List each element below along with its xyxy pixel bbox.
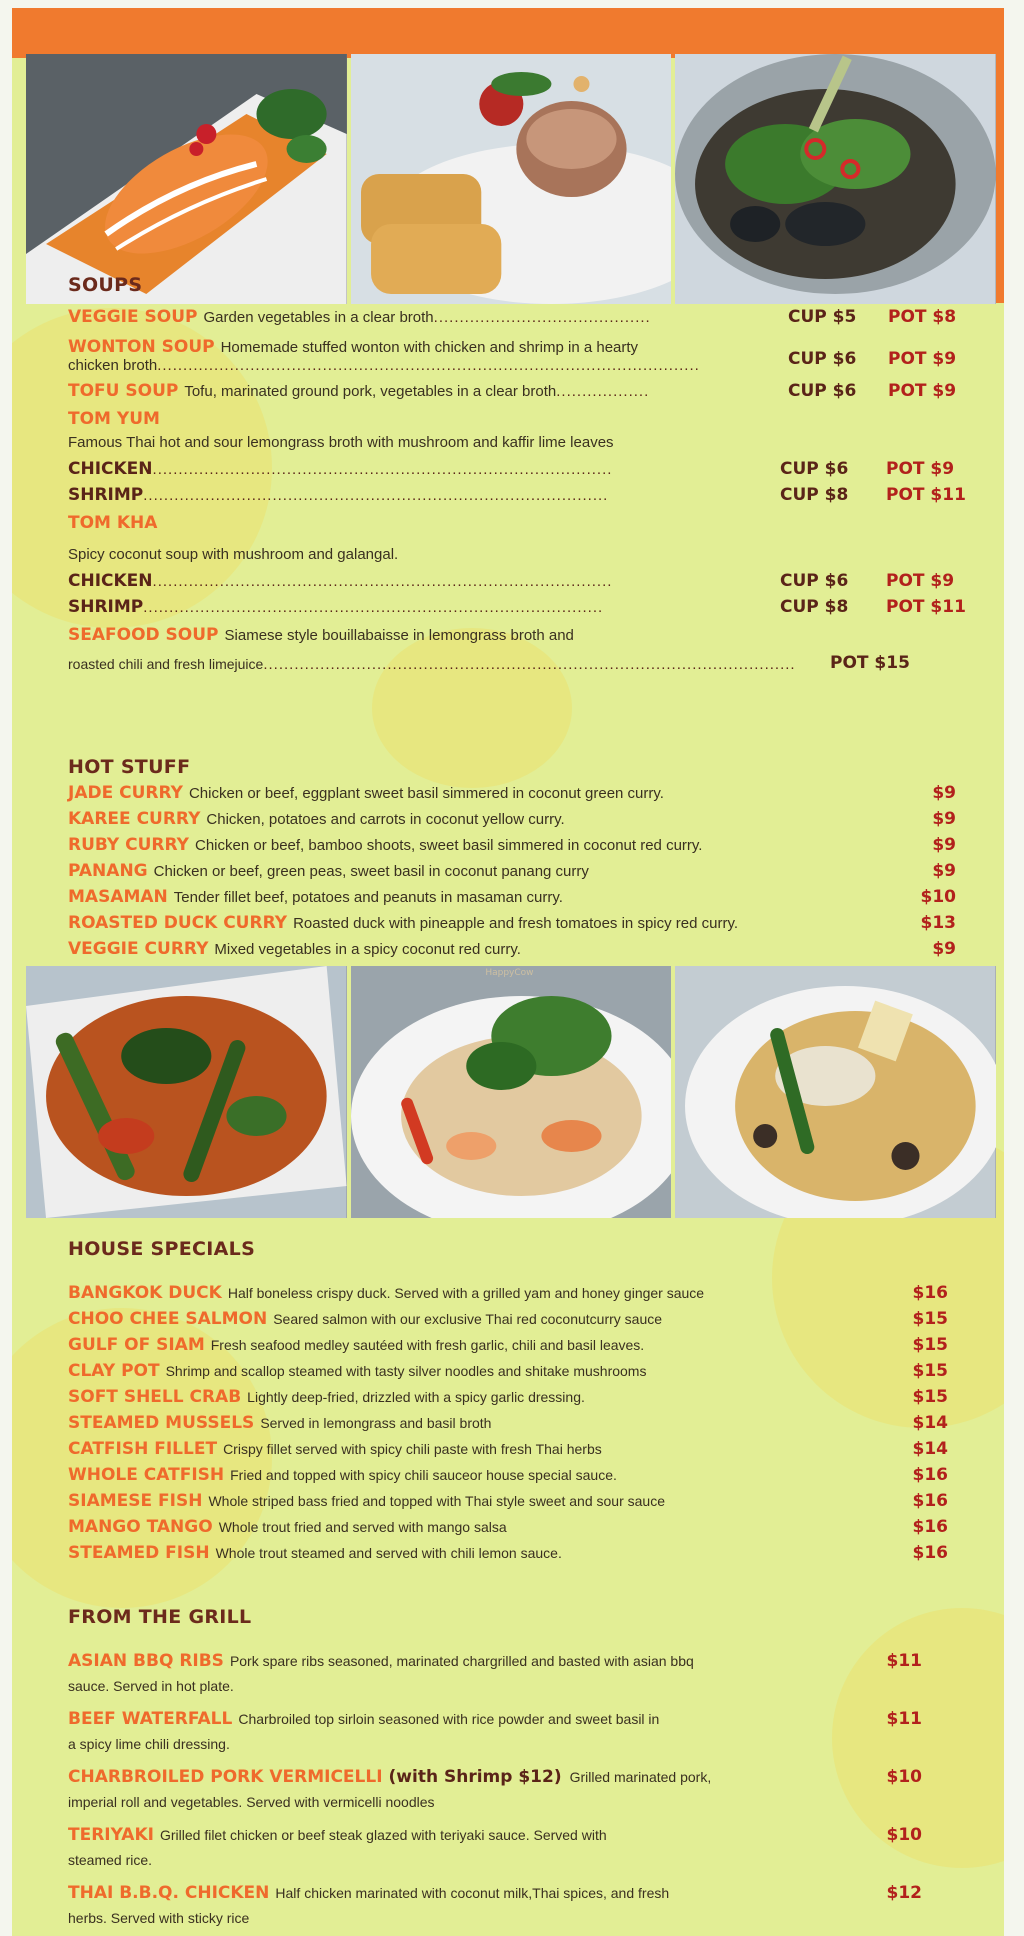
menu-item [68,1824,978,1882]
item-price: $11 [886,1651,922,1671]
item-price: $9 [932,939,956,959]
menu-item [68,938,978,964]
item-name: TOM YUM [68,409,160,429]
item-description: Pork spare ribs seasoned, marinated chargrilled and basted with asian bbq [229,1653,694,1669]
house-specials-section [68,1238,978,1568]
item-name: TOFU SOUP [68,381,179,401]
item-description: Shrimp and scallop steamed with tasty silver noodles and shitake mushrooms [165,1363,647,1379]
item-name: JADE CURRY [68,783,183,803]
item-description: Tender fillet beef, potatoes and peanuts in masaman curry. [173,889,563,906]
menu-item [68,1542,978,1568]
item-description-cont: roasted chili and fresh limejuice [68,656,264,672]
item-price: $14 [912,1439,948,1459]
item-description: Roasted duck with pineapple and fresh tomatoes in spicy red curry. [293,915,739,932]
cup-price: CUP $6 [788,349,857,369]
item-description: Fried and topped with spicy chili sauceor house special sauce. [230,1467,617,1483]
item-description: Half chicken marinated with coconut milk,Thai spices, and fresh [275,1885,670,1901]
pot-price: POT $15 [830,653,910,673]
menu-item [68,1308,978,1334]
watermark-text: HappyCow [485,968,534,978]
item-name: WONTON SOUP [68,337,215,357]
item-name: KAREE CURRY [68,809,201,829]
tom-kha-chicken-row: CHICKEN......................................................................................... CUP $6 POT $9 [68,571,955,591]
tom-yum-chicken-row: CHICKEN......................................................................................... CUP $6 POT $9 [68,459,955,479]
pot-price: POT $11 [886,485,966,505]
item-name: BEEF WATERFALL [68,1709,233,1729]
item-name: CHARBROILED PORK VERMICELLI [68,1767,383,1787]
item-price: $13 [920,913,956,933]
menu-page [12,8,1004,1936]
menu-item-wonton-soup: WONTON SOUP Homemade stuffed wonton with chicken and shrimp in a hearty chicken broth......................................................................................................... CUP $6 POT $9 [68,337,957,374]
middle-photo-strip [26,966,996,1218]
item-description: Grilled filet chicken or beef steak glazed with teriyaki sauce. Served with [159,1827,607,1843]
item-price: $10 [920,887,956,907]
item-name: STEAMED MUSSELS [68,1413,255,1433]
menu-item [68,860,978,886]
crispy-noodle-photo [675,966,996,1218]
item-name: PANANG [68,861,148,881]
cup-price: CUP $6 [780,571,849,591]
item-name: TOM KHA [68,513,158,533]
salmon-curry-photo [26,54,347,304]
menu-item [68,1412,978,1438]
item-extra-price: (with Shrimp $12) [388,1767,562,1787]
item-description-cont: steamed rice. [68,1852,153,1868]
grill-section [68,1606,978,1936]
item-description-cont: chicken broth [68,357,158,374]
item-price: $14 [912,1413,948,1433]
item-price: $12 [886,1883,922,1903]
cup-price: CUP $5 [788,307,857,327]
top-photo-strip [26,54,996,304]
item-name: GULF OF SIAM [68,1335,205,1355]
mussel-soup-pot-photo [675,54,996,304]
menu-item [68,1882,978,1936]
tom-yum-description: Famous Thai hot and sour lemongrass broth with mushroom and kaffir lime leaves [68,434,614,451]
item-description: Fresh seafood medley sautéed with fresh garlic, chili and basil leaves. [210,1337,645,1353]
menu-item [68,1516,978,1542]
item-price: $16 [912,1465,948,1485]
item-name: CATFISH FILLET [68,1439,218,1459]
item-description-cont: a spicy lime chili dressing. [68,1736,230,1752]
item-price: $16 [912,1517,948,1537]
item-description: Mixed vegetables in a spicy coconut red curry. [214,941,521,958]
item-price: $10 [886,1825,922,1845]
item-price: $16 [912,1543,948,1563]
cup-price: CUP $8 [780,597,849,617]
item-name: MANGO TANGO [68,1517,213,1537]
item-description: Crispy fillet served with spicy chili paste with fresh Thai herbs [223,1441,602,1457]
cup-price: CUP $6 [780,459,849,479]
item-description: Chicken or beef, bamboo shoots, sweet basil simmered in coconut red curry. [195,837,703,854]
item-price: $9 [932,783,956,803]
menu-item [68,1490,978,1516]
menu-item [68,1386,978,1412]
menu-item [68,1334,978,1360]
item-description-cont: sauce. Served in hot plate. [68,1678,234,1694]
menu-item [68,1438,978,1464]
menu-item [68,1282,978,1308]
item-name: RUBY CURRY [68,835,189,855]
item-description: Whole trout steamed and served with chili lemon sauce. [215,1545,562,1561]
item-name: CLAY POT [68,1361,160,1381]
item-description: Seared salmon with our exclusive Thai red coconutcurry sauce [273,1311,663,1327]
item-price: $10 [886,1767,922,1787]
item-price: $9 [932,809,956,829]
hot-stuff-heading: HOT STUFF [68,756,191,778]
item-name: VEGGIE CURRY [68,939,209,959]
menu-item-seafood-soup: SEAFOOD SOUP Siamese style bouillabaisse in lemongrass broth and roasted chili and fresh limejuice....................................................................................................... POT $15 [68,625,910,673]
pot-price: POT $9 [888,381,957,401]
menu-item [68,912,978,938]
menu-item [68,1360,978,1386]
item-description: Grilled marinated pork, [569,1769,712,1785]
pot-price: POT $9 [888,349,957,369]
menu-item [68,782,978,808]
soups-section [68,274,978,674]
cup-price: CUP $8 [780,485,849,505]
item-price: $16 [912,1283,948,1303]
item-name: BANGKOK DUCK [68,1283,222,1303]
tom-kha-shrimp-row: SHRIMP......................................................................................... CUP $8 POT $11 [68,597,966,617]
tom-yum-shrimp-row: SHRIMP.......................................................................................... CUP $8 POT $11 [68,485,966,505]
item-price: $9 [932,835,956,855]
pot-price: POT $9 [886,571,955,591]
item-price: $15 [912,1335,948,1355]
item-description: Siamese style bouillabaisse in lemongrass broth and [224,627,574,644]
jungle-curry-photo [26,966,347,1218]
item-description: Chicken or beef, eggplant sweet basil simmered in coconut green curry. [188,785,664,802]
menu-item [68,1464,978,1490]
menu-item [68,886,978,912]
item-description: Homemade stuffed wonton with chicken and shrimp in a hearty [220,339,639,356]
item-price: $15 [912,1387,948,1407]
cup-price: CUP $6 [788,381,857,401]
item-name: MASAMAN [68,887,168,907]
item-description-cont: imperial roll and vegetables. Served with vermicelli noodles [68,1794,435,1810]
item-name: VEGGIE SOUP [68,307,198,327]
item-name: SIAMESE FISH [68,1491,203,1511]
item-name: ASIAN BBQ RIBS [68,1651,224,1671]
item-name: SOFT SHELL CRAB [68,1387,242,1407]
item-name: TERIYAKI [68,1825,154,1845]
menu-item-tom-kha [68,512,978,538]
menu-item [68,1650,978,1708]
item-price: $15 [912,1361,948,1381]
item-name: SEAFOOD SOUP [68,625,219,645]
item-description: Lightly deep-fried, drizzled with a spicy garlic dressing. [247,1389,585,1405]
pot-price: POT $9 [886,459,955,479]
tom-kha-description: Spicy coconut soup with mushroom and galangal. [68,546,399,563]
item-description: Chicken or beef, green peas, sweet basil in coconut panang curry [153,863,589,880]
menu-item-tom-yum [68,408,978,432]
top-orange-bar [12,8,1004,58]
item-description: Served in lemongrass and basil broth [260,1415,492,1431]
seafood-noodle-photo [351,966,672,1218]
item-description: Charbroiled top sirloin seasoned with rice powder and sweet basil in [238,1711,660,1727]
item-name: THAI B.B.Q. CHICKEN [68,1883,270,1903]
house-specials-heading: HOUSE SPECIALS [68,1238,256,1260]
menu-item-tofu-soup: TOFU SOUP Tofu, marinated ground pork, vegetables in a clear broth.................. CUP $6 POT $9 [68,381,957,401]
pot-price: POT $11 [886,597,966,617]
item-name: STEAMED FISH [68,1543,210,1563]
item-description: Whole trout fried and served with mango salsa [218,1519,507,1535]
fried-dessert-photo [351,54,672,304]
item-description-cont: herbs. Served with sticky rice [68,1910,250,1926]
soups-heading: SOUPS [68,274,143,296]
item-description: Tofu, marinated ground pork, vegetables in a clear broth [184,383,557,400]
item-description: Half boneless crispy duck. Served with a grilled yam and honey ginger sauce [227,1285,705,1301]
menu-item [68,1708,978,1766]
item-price: $15 [912,1309,948,1329]
item-price: $11 [886,1709,922,1729]
item-description: Chicken, potatoes and carrots in coconut yellow curry. [206,811,565,828]
item-name: ROASTED DUCK CURRY [68,913,288,933]
hot-stuff-section [68,756,978,964]
pot-price: POT $8 [888,307,957,327]
item-price: $9 [932,861,956,881]
item-description: Garden vegetables in a clear broth [203,309,434,326]
grill-heading: FROM THE GRILL [68,1606,252,1628]
item-price: $16 [912,1491,948,1511]
menu-item [68,1766,978,1824]
menu-item [68,808,978,834]
item-name: CHOO CHEE SALMON [68,1309,268,1329]
item-name: WHOLE CATFISH [68,1465,225,1485]
menu-item [68,834,978,860]
item-description: Whole striped bass fried and topped with Thai style sweet and sour sauce [208,1493,666,1509]
menu-item-veggie-soup: VEGGIE SOUP Garden vegetables in a clear broth.......................................... CUP $5 POT $8 [68,307,957,327]
